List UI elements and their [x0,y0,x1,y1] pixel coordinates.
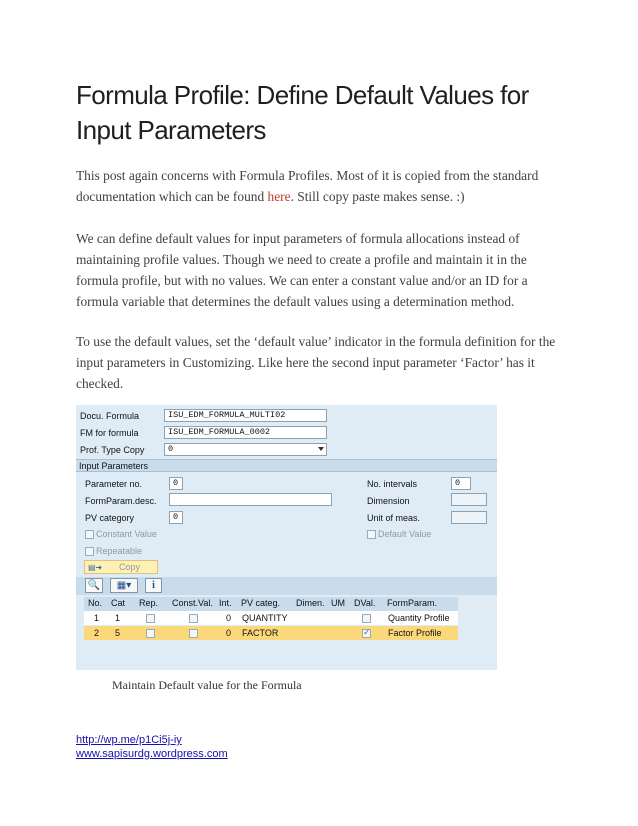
copy-icon: ▤➜ [88,563,103,572]
default-value-checkbox[interactable] [367,530,376,539]
cell-pv-categ: FACTOR [242,628,279,638]
cell-int: 0 [226,628,232,638]
unit-label: Unit of meas. [367,513,421,523]
cell-formparam: Quantity Profile [388,613,450,623]
dimension-label: Dimension [367,496,410,506]
col-formparam: FormParam. [387,598,438,608]
blog-link[interactable]: www.sapisurdg.wordpress.com [76,748,228,760]
post-title: Formula Profile: Define Default Values for Input Parameters [76,80,529,145]
cell-no: 1 [94,613,100,623]
table-row[interactable] [84,611,458,625]
no-intervals-field[interactable]: 0 [451,477,471,490]
table-row[interactable] [84,626,458,640]
col-um: UM [331,598,345,608]
sap-formula-screenshot [76,405,497,670]
copy-button-label: Copy [119,562,141,572]
rep-checkbox[interactable] [146,614,155,623]
cell-cat: 5 [115,628,121,638]
docu-formula-label: Docu. Formula [80,411,140,421]
pv-category-field[interactable]: 0 [169,511,183,524]
copy-button[interactable] [84,560,158,574]
formparam-desc-label: FormParam.desc. [85,496,157,506]
intro-text-before: This post again concerns with Formula Profiles. Most of it is copied from the standard documentation which can be found [76,168,539,204]
intro-paragraph [76,165,566,207]
col-dval: DVal. [354,598,376,608]
fm-formula-label: FM for formula [80,428,139,438]
prof-type-dropdown[interactable] [164,443,327,456]
default-value-label: Default Value [378,529,432,539]
cell-no: 2 [94,628,100,638]
dval-checkbox[interactable] [362,614,371,623]
col-int: Int. [219,598,232,608]
repeatable-checkbox[interactable] [85,547,94,556]
col-rep: Rep. [139,598,159,608]
table-header [84,597,458,611]
col-pv-categ: PV categ. [241,598,281,608]
figure-caption: Maintain Default value for the Formula [112,678,302,692]
dimension-field[interactable] [451,493,487,506]
repeatable-label: Repeatable [96,546,143,556]
default-values-paragraph: We can define default values for input parameters of formula allocations instead of maintaining profile values. Though we need to create a profile and maintain it in the formula profile, but with no values. We can enter a constant value and/or an ID for a formula variable that determines the default values using a determination method. [76,231,528,309]
fm-formula-field[interactable]: ISU_EDM_FORMULA_0002 [164,426,327,439]
col-no: No. [88,598,103,608]
prof-type-value: 0 [168,444,174,454]
prof-type-label: Prof. Type Copy [80,445,145,455]
const-val-checkbox[interactable] [189,629,198,638]
formparam-desc-field[interactable] [169,493,332,506]
unit-field[interactable] [451,511,487,524]
constant-value-checkbox[interactable] [85,530,94,539]
col-cat: Cat [111,598,126,608]
col-const-val: Const.Val. [172,598,213,608]
documentation-link[interactable]: here [267,189,291,204]
dval-checkbox[interactable] [362,629,371,638]
cell-pv-categ: QUANTITY [242,613,288,623]
table-toolbar [76,577,497,595]
customizing-paragraph: To use the default values, set the ‘default value’ indicator in the formula definition for the input parameters in Customizing. Like here the second input parameter ‘Factor’ has it checked. [76,334,556,391]
input-parameters-label: Input Parameters [79,461,149,471]
docu-formula-field[interactable]: ISU_EDM_FORMULA_MULTI02 [164,409,327,422]
input-parameters-header [76,459,497,472]
const-val-checkbox[interactable] [189,614,198,623]
intro-text-after: . Still copy paste makes sense. :) [290,189,465,204]
short-link[interactable]: http://wp.me/p1Ci5j-iy [76,734,182,746]
constant-value-label: Constant Value [96,529,157,539]
info-icon[interactable]: i [145,578,162,593]
details-icon[interactable]: 🔍 [85,578,103,593]
param-no-label: Parameter no. [85,479,143,489]
chevron-down-icon [318,447,324,451]
no-intervals-label: No. intervals [367,479,418,489]
cell-int: 0 [226,613,232,623]
col-dimen: Dimen. [296,598,325,608]
cell-cat: 1 [115,613,121,623]
table-settings-icon[interactable]: ▦▾ [110,578,138,593]
rep-checkbox[interactable] [146,629,155,638]
param-no-field[interactable]: 0 [169,477,183,490]
cell-formparam: Factor Profile [388,628,442,638]
pv-category-label: PV category [85,513,135,523]
